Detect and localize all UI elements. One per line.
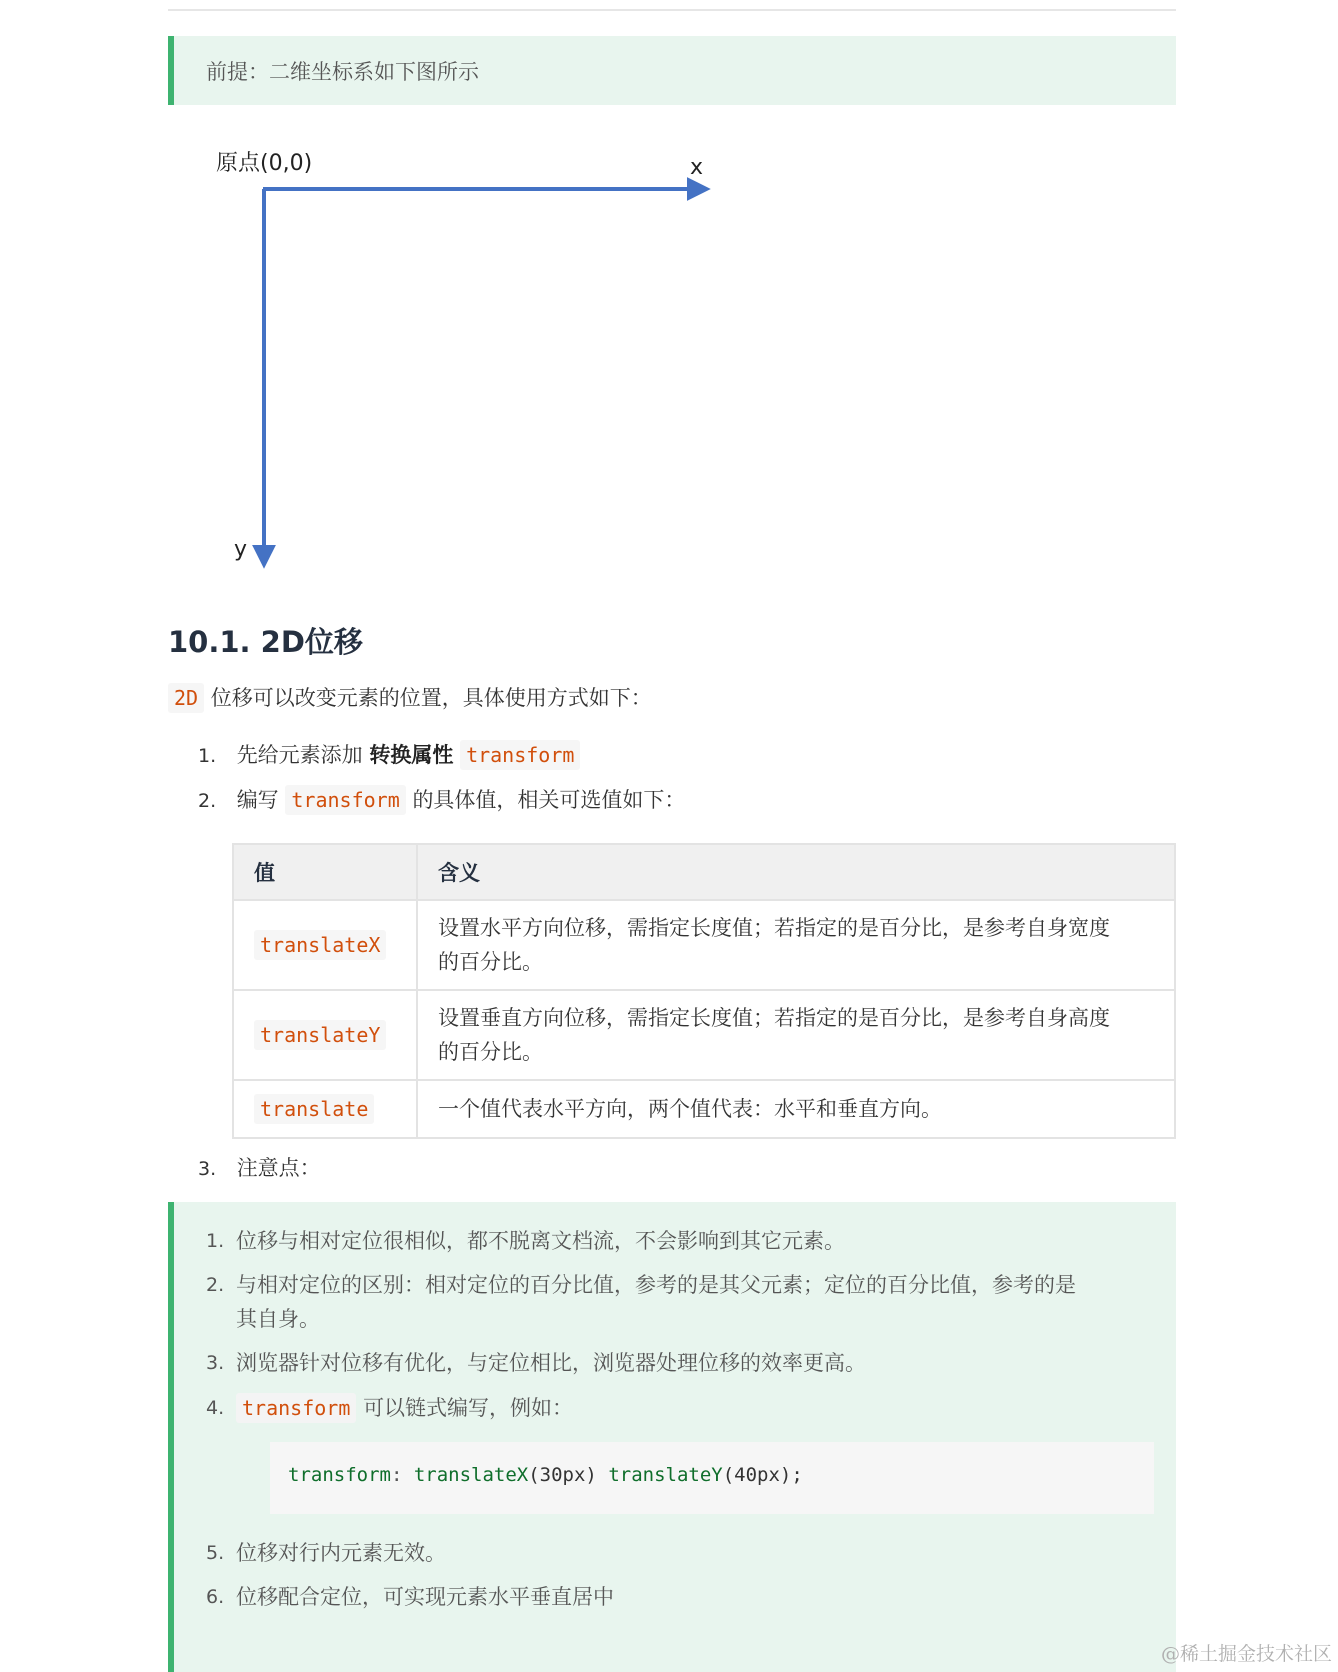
top-divider [168,9,1176,11]
code-function: translateX [413,1464,529,1486]
note-text: 位移与相对定位很相似，都不脱离文档流，不会影响到其它元素。 [236,1229,845,1253]
premise-text: 前提：二维坐标系如下图所示 [206,60,479,84]
table-cell-value [233,900,417,990]
note-number: 1. [206,1230,225,1252]
code-argument: (40px); [722,1464,803,1486]
table-row [233,990,1175,1080]
note-item-2 [206,1268,1146,1336]
table-cell-value [233,990,417,1080]
note-number: 6. [206,1586,225,1608]
table-cell-value [233,1080,417,1138]
step-code: transform [285,785,405,815]
note-item-3 [206,1346,1146,1380]
step-text: 先给元素添加 [236,743,363,767]
step-item-1 [198,739,580,769]
table-row [233,1080,1175,1138]
step-number: 2. [198,790,217,812]
meaning-line: 的百分比。 [438,1040,543,1064]
transform-values-table [232,843,1176,1139]
code-function: translateY [608,1464,723,1486]
table-header-value: 值 [233,844,417,900]
note-item-6 [206,1580,1146,1614]
meaning-line: 的百分比。 [438,950,543,974]
step-item-3 [198,1152,321,1182]
table-row [233,900,1175,990]
note-text: 位移对行内元素无效。 [236,1541,446,1565]
meaning-line: 设置水平方向位移，需指定长度值；若指定的是百分比，是参考自身宽度 [438,916,1110,940]
table-cell-meaning [417,900,1175,990]
note-item-1 [206,1224,1146,1258]
value-code: translateY [254,1020,386,1050]
table-header-row [233,844,1175,900]
note-text: 位移配合定位，可实现元素水平垂直居中 [236,1585,614,1609]
meaning-line: 一个值代表水平方向，两个值代表：水平和垂直方向。 [438,1097,942,1121]
note-text: 浏览器针对位移有优化，与定位相比，浏览器处理位移的效率更高。 [236,1351,866,1375]
note-number: 3. [206,1352,225,1374]
note-number: 5. [206,1542,225,1564]
y-axis-label: y [234,537,248,562]
step-number: 3. [198,1158,217,1180]
table-cell-meaning [417,990,1175,1080]
table-header-meaning: 含义 [417,844,1175,900]
value-code: translateX [254,930,386,960]
note-item-5 [206,1536,1146,1570]
step-bold-text: 转换属性 [369,743,454,767]
code-colon: : [390,1464,414,1486]
note-text: 其自身。 [236,1307,320,1331]
meaning-line: 设置垂直方向位移，需指定长度值；若指定的是百分比，是参考自身高度 [438,1006,1110,1030]
step-number: 1. [198,745,217,767]
code-argument: (30px) [528,1464,609,1486]
note-number: 4. [206,1397,225,1419]
x-axis-label: x [690,155,704,180]
note-text: 可以链式编写，例如： [363,1396,574,1420]
note-item-4 [206,1391,1146,1425]
step-text-after: 的具体值，相关可选值如下： [412,788,686,812]
value-code: translate [254,1094,374,1124]
note-code: transform [236,1393,356,1423]
note-number: 2. [206,1274,225,1296]
code-property: transform [288,1464,391,1486]
origin-label: 原点(0,0) [216,151,313,176]
watermark: @稀土掘金技术社区 [1160,1643,1332,1665]
section-heading: 10.1. 2D位移 [168,625,363,659]
step-text: 注意点： [236,1156,321,1180]
note-text: 与相对定位的区别：相对定位的百分比值，参考的是其父元素；定位的百分比值，参考的是 [236,1273,1076,1297]
table-cell-meaning [417,1080,1175,1138]
intro-paragraph [168,682,652,712]
intro-text: 位移可以改变元素的位置，具体使用方式如下： [210,686,652,710]
coordinate-diagram [168,140,768,580]
premise-callout [168,36,1176,105]
intro-code: 2D [168,683,204,713]
step-code: transform [460,740,580,770]
step-text: 编写 [236,788,279,812]
notes-callout [168,1202,1176,1672]
step-item-2 [198,784,685,814]
code-block [270,1442,1154,1514]
